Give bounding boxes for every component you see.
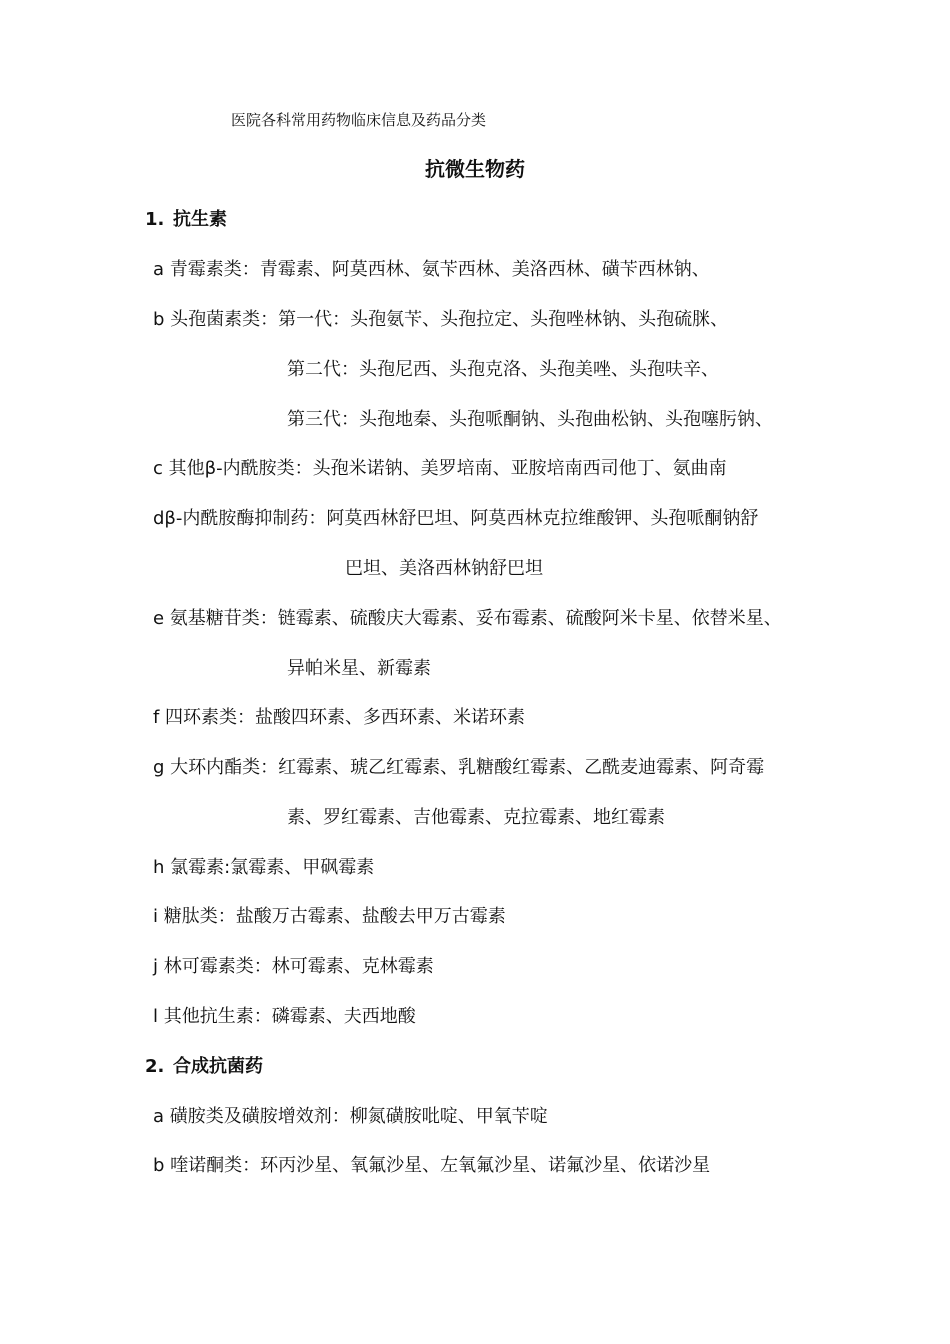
list-item-macrolides-cont: 素、罗红霉素、吉他霉素、克拉霉素、地红霉素 (287, 807, 665, 828)
list-item-cephalosporins-gen3: 第三代：头孢地秦、头孢哌酮钠、头孢曲松钠、头孢噻肟钠、 (287, 409, 773, 430)
list-item-tetracyclines: f 四环素类：盐酸四环素、多西环素、米诺环素 (153, 707, 526, 728)
list-item-beta-lactamase-inhibitors-cont: 巴坦、美洛西林钠舒巴坦 (345, 558, 543, 579)
list-item-aminoglycosides: e 氨基糖苷类：链霉素、硫酸庆大霉素、妥布霉素、硫酸阿米卡星、依替米星、 (153, 608, 782, 629)
section-title: 合成抗菌药 (173, 1056, 263, 1077)
page-title: 抗微生物药 (425, 157, 525, 181)
list-item-quinolones: b 喹诺酮类：环丙沙星、氧氟沙星、左氧氟沙星、诺氟沙星、依诺沙星 (153, 1155, 711, 1176)
list-item-glycopeptides: i 糖肽类：盐酸万古霉素、盐酸去甲万古霉素 (153, 906, 506, 927)
list-item-macrolides: g 大环内酯类：红霉素、琥乙红霉素、乳糖酸红霉素、乙酰麦迪霉素、阿奇霉 (153, 757, 765, 778)
list-item-chloramphenicols: h 氯霉素:氯霉素、甲砜霉素 (153, 857, 375, 878)
section-heading-antibiotics (145, 207, 227, 233)
section-number: 1. (145, 209, 165, 230)
section-number: 2. (145, 1056, 165, 1077)
list-item-beta-lactamase-inhibitors: dβ-内酰胺酶抑制药：阿莫西林舒巴坦、阿莫西林克拉维酸钾、头孢哌酮钠舒 (153, 508, 759, 529)
section-title: 抗生素 (173, 209, 227, 230)
list-item-cephalosporins: b 头孢菌素类：第一代：头孢氨苄、头孢拉定、头孢唑林钠、头孢硫脒、 (153, 309, 729, 330)
list-item-lincomycins: j 林可霉素类：林可霉素、克林霉素 (153, 956, 434, 977)
list-item-other-beta-lactams: c 其他β-内酰胺类：头孢米诺钠、美罗培南、亚胺培南西司他丁、氨曲南 (153, 458, 727, 479)
list-item-aminoglycosides-cont: 异帕米星、新霉素 (287, 658, 431, 679)
section-heading-synthetic-antibacterials (145, 1054, 263, 1080)
document-header: 医院各科常用药物临床信息及药品分类 (231, 111, 487, 129)
list-item-penicillins: a 青霉素类：青霉素、阿莫西林、氨苄西林、美洛西林、磺苄西林钠、 (153, 259, 710, 280)
list-item-other-antibiotics: l 其他抗生素：磷霉素、夫西地酸 (153, 1006, 416, 1027)
list-item-sulfonamides: a 磺胺类及磺胺增效剂：柳氮磺胺吡啶、甲氧苄啶 (153, 1106, 548, 1127)
list-item-cephalosporins-gen2: 第二代：头孢尼西、头孢克洛、头孢美唑、头孢呋辛、 (287, 359, 719, 380)
